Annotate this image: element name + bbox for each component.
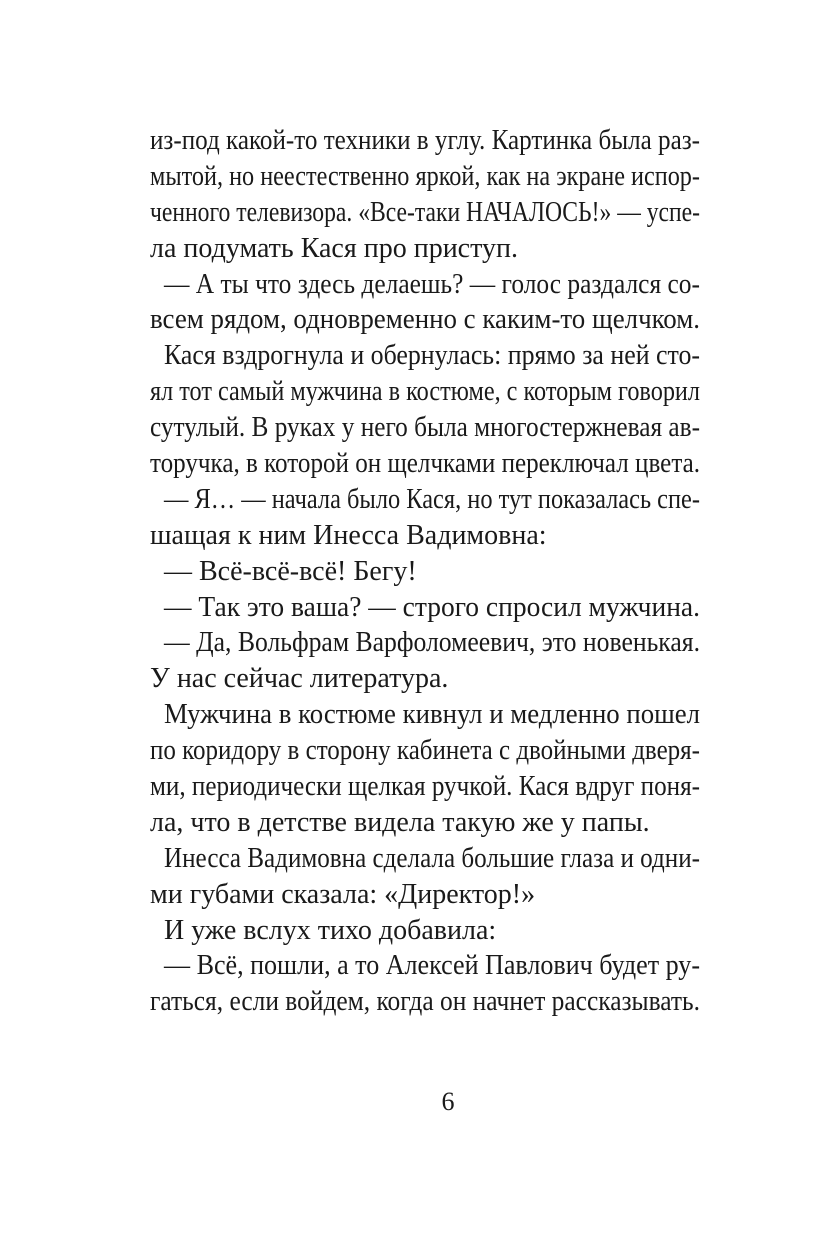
text-line: — Я… — начала было Кася, но тут показалась спе- [164, 483, 700, 515]
text-line: У нас сейчас литература. [150, 663, 449, 695]
text-line: торучка, в которой он щелчками переключал цвета. [150, 448, 700, 480]
text-line: Мужчина в костюме кивнул и медленно пошел [164, 699, 700, 731]
text-line: ял тот самый мужчина в костюме, с которым говорил [150, 376, 700, 408]
text-line: — Да, Вольфрам Варфоломеевич, это новенькая. [164, 627, 700, 659]
text-line: Инесса Вадимовна сделала большие глаза и одни- [164, 842, 700, 874]
text-line: И уже вслух тихо добавила: [164, 914, 497, 946]
text-line: из-под какой-то техники в углу. Картинка была раз- [150, 125, 700, 156]
text-line: — Всё-всё-всё! Бегу! [164, 555, 417, 587]
text-line: шащая к ним Инесса Вадимовна: [150, 519, 547, 551]
page-text [150, 123, 700, 1020]
text-line: ченного телевизора. «Все-таки НАЧАЛОСЬ!» — успе- [150, 196, 700, 228]
text-line: ла, что в детстве видела такую же у папы. [150, 806, 650, 838]
text-line: — Всё, пошли, а то Алексей Павлович будет ру- [164, 950, 700, 982]
page-number: 6 [441, 1087, 455, 1116]
text-line: всем рядом, одновременно с каким-то щелчком. [150, 304, 700, 336]
text-line: ла подумать Кася про приступ. [150, 232, 518, 264]
text-line: — А ты что здесь делаешь? — голос раздался со- [164, 268, 700, 300]
text-line: гаться, если войдем, когда он начнет рассказывать. [150, 986, 700, 1018]
text-line: ми губами сказала: «Директор!» [150, 878, 536, 910]
text-line: — Так это ваша? — строго спросил мужчина. [164, 591, 700, 623]
text-line: Кася вздрогнула и обернулась: прямо за ней сто- [164, 340, 700, 372]
text-line: мытой, но неестественно яркой, как на экране испор- [150, 160, 700, 192]
text-line: ми, периодически щелкая ручкой. Кася вдруг поня- [150, 771, 700, 803]
text-line: сутулый. В руках у него была многостержневая ав- [150, 412, 700, 444]
text-line: по коридору в сторону кабинета с двойными дверя- [150, 735, 700, 767]
